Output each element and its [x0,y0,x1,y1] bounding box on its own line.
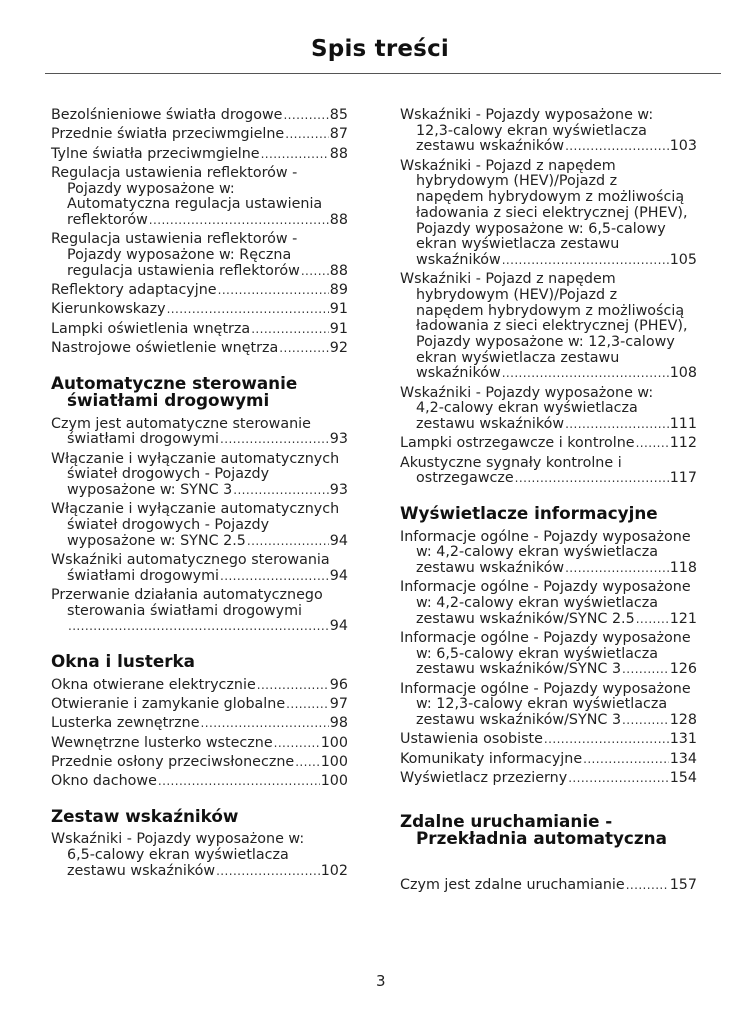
toc-entry-line [400,401,697,417]
toc-entry-line [400,417,697,433]
toc-entry-line [400,253,697,269]
toc-entry-line [51,341,348,357]
leader-dots [167,302,329,318]
toc-page-number: 97 [329,695,348,712]
leader-dots [502,253,669,269]
toc-entry-text: regulacja ustawienia reflektorów [67,262,300,279]
toc-entry[interactable] [51,774,348,790]
toc-entry-line [51,127,348,143]
leader-dots [502,366,669,382]
toc-page-number: 85 [329,107,348,123]
toc-page-number: 96 [329,676,348,693]
toc-page-number: 112 [669,435,697,452]
toc-page-number: 134 [669,750,697,767]
toc-entry-line [51,716,348,732]
toc-entry[interactable] [400,631,697,678]
toc-entry[interactable] [51,716,348,732]
leader-dots [218,283,329,299]
toc-entry-text: Otwieranie i zamykanie globalne [51,695,286,712]
toc-entry-text: Wskaźniki - Pojazd z napędem [400,271,616,288]
toc-entry-line [51,166,348,182]
toc-entry-text: Lusterka zewnętrzne [51,715,200,732]
toc-entry-line [400,304,697,320]
toc-entry-text: Przerwanie działania automatycznego [51,587,323,603]
section-heading-line: Automatyczne sterowanie [51,372,298,393]
toc-entry-line [400,662,697,678]
toc-entry-line [51,182,348,198]
toc-entry-text: Nastrojowe oświetlenie wnętrza [51,339,279,356]
toc-entry-line [400,561,697,577]
toc-entry[interactable] [51,736,348,752]
toc-entry-text: Pojazdy wyposażone w: [67,180,235,197]
toc-page-number: 105 [669,251,697,268]
toc-entry-text: Regulacja ustawienia reflektorów - [51,164,298,181]
toc-entry[interactable] [400,272,697,382]
toc-entry[interactable] [51,832,348,879]
toc-entry-text: Ustawienia osobiste [400,731,543,748]
toc-entry-line [400,878,697,894]
toc-entry-text: ładowania z sieci elektrycznej (PHEV), [416,318,688,335]
toc-entry-line [51,108,348,124]
section-heading-line: Zestaw wskaźników [51,805,239,826]
leader-dots [626,878,669,894]
toc-entry-text: Informacje ogólne - Pojazdy wyposażone [400,680,691,697]
toc-page-number: 100 [320,734,348,751]
toc-entry-line [51,417,348,433]
toc-column-right [400,108,697,897]
toc-entry-text: Włączanie i wyłączanie automatycznych [51,450,340,467]
toc-entry-line [51,678,348,694]
toc-entry-text: Okna otwierane elektrycznie [51,676,256,693]
toc-page-number: 94 [329,618,348,635]
toc-entry-line [400,386,697,402]
leader-dots [251,322,329,338]
toc-entry-text: Wskaźniki automatycznego sterowania [51,552,330,568]
toc-entry-line [400,159,697,175]
leader-dots [544,732,669,748]
toc-entry-line [400,647,697,663]
toc-entry-text: Komunikaty informacyjne [400,750,583,767]
toc-entry-line [51,518,348,534]
toc-entry-text: światłami drogowymi [67,567,220,584]
leader-dots [622,713,669,729]
toc-entry[interactable] [51,588,348,635]
toc-entry-text: hybrydowym (HEV)/Pojazd z [416,286,618,303]
toc-entry-line [51,248,348,264]
toc-entry[interactable] [51,341,348,357]
toc-page-number: 87 [329,126,348,143]
toc-entry-line [400,190,697,206]
toc-page-number: 128 [669,712,697,729]
toc-entry-line [400,732,697,748]
toc-entry-line [400,545,697,561]
toc-entry-line [400,771,697,787]
toc-entry-line [400,456,697,472]
toc-page-number: 103 [669,138,697,155]
toc-entry-text: hybrydowym (HEV)/Pojazd z [416,173,618,190]
leader-dots [247,534,329,550]
page-number: 3 [376,972,386,990]
leader-dots [583,752,669,768]
toc-entry-text: Bezolśnieniowe światła drogowe [51,107,283,123]
toc-entry[interactable] [51,755,348,771]
toc-page-number: 117 [669,470,697,487]
toc-entry-text: zestawu wskaźników/SYNC 3 [416,661,622,678]
toc-entry-line [400,288,697,304]
toc-entry[interactable] [400,682,697,729]
toc-entry-text: w: 6,5-calowy ekran wyświetlacza [416,645,659,662]
toc-entry-line [51,848,348,864]
toc-page-number: 100 [320,773,348,790]
toc-entry-line [400,436,697,452]
leader-dots [68,619,329,635]
toc-entry-text: Wskaźniki - Pojazdy wyposażone w: [400,384,654,401]
toc-entry-line [400,272,697,288]
section-heading-line: Zdalne uruchamianie - [400,810,613,831]
toc-entry-text: w: 4,2-calowy ekran wyświetlacza [416,544,659,561]
toc-entry-text: Automatyczna regulacja ustawienia [67,196,323,213]
toc-entry-line [51,619,348,635]
toc-entry-text: 4,2-calowy ekran wyświetlacza [416,400,638,417]
toc-entry-text: Przednie osłony przeciwsłoneczne [51,753,295,770]
toc-entry[interactable] [400,580,697,627]
toc-entry-text: Kierunkowskazy [51,301,166,318]
toc-entry-line [51,534,348,550]
toc-entry-line [400,206,697,222]
leader-dots [295,755,320,771]
toc-entry-text: Informacje ogólne - Pojazdy wyposażone [400,579,691,596]
toc-entry-line [400,139,697,155]
section-heading [51,372,348,411]
toc-entry-line [51,283,348,299]
toc-entry[interactable] [51,302,348,318]
toc-entry-text: Informacje ogólne - Pojazdy wyposażone [400,528,691,545]
toc-page-number: 100 [320,753,348,770]
leader-dots [216,864,320,880]
toc-entry-text: w: 12,3-calowy ekran wyświetlacza [416,696,668,713]
section-heading-line: Przekładnia automatyczna [416,828,667,849]
toc-entry-text: świateł drogowych - Pojazdy [67,517,270,533]
toc-entry-text: Włączanie i wyłączanie automatycznych [51,501,340,518]
page-title: Spis treści [311,36,449,62]
toc-entry[interactable] [51,147,348,163]
toc-entry-line [400,351,697,367]
leader-dots [274,736,320,752]
toc-entry-line [51,432,348,448]
toc-entry-text: Wskaźniki - Pojazdy wyposażone w: [51,831,305,848]
toc-page-number: 131 [669,731,697,748]
toc-entry-line [400,596,697,612]
toc-entry[interactable] [400,386,697,433]
toc-page-number: 93 [329,482,348,498]
leader-dots [636,612,669,628]
toc-page-number: 102 [320,862,348,879]
toc-entry[interactable] [400,108,697,155]
toc-entry-text: Czym jest zdalne uruchamianie [400,876,625,893]
toc-page-number: 88 [329,145,348,162]
leader-dots [636,436,669,452]
toc-entry[interactable] [51,127,348,143]
section-heading [400,505,697,523]
toc-entry-line [51,213,348,229]
leader-dots [283,108,328,124]
toc-entry[interactable] [400,771,697,787]
leader-dots [279,341,329,357]
toc-entry[interactable] [51,232,348,279]
toc-column-left [51,108,348,883]
toc-entry-line [51,264,348,280]
toc-entry-line [400,752,697,768]
toc-entry-line [400,612,697,628]
toc-entry-line [51,697,348,713]
toc-page-number: 108 [669,365,697,382]
toc-entry-text: Reflektory adaptacyjne [51,282,217,298]
toc-entry-text: światłami drogowymi [67,431,220,448]
toc-entry-text: reflektorów [67,212,148,228]
toc-entry[interactable] [400,436,697,452]
toc-entry-line [400,530,697,546]
leader-dots [149,213,329,229]
toc-entry[interactable] [51,452,348,499]
toc-entry[interactable] [400,878,697,894]
toc-page-number: 121 [669,610,697,627]
toc-entry-line [51,755,348,771]
toc-page-number: 154 [669,770,697,787]
section-heading-line: światłami drogowymi [67,390,270,411]
toc-page-number: 111 [669,416,697,433]
toc-entry-text: Informacje ogólne - Pojazdy wyposażone [400,630,691,647]
leader-dots [201,716,329,732]
toc-entry[interactable] [400,456,697,487]
toc-page-number: 126 [669,661,697,678]
toc-page-number: 88 [329,212,348,228]
toc-entry-text: ładowania z sieci elektrycznej (PHEV), [416,204,688,221]
toc-entry-line [400,580,697,596]
toc-entry[interactable] [51,166,348,229]
leader-dots [301,264,329,280]
toc-entry-line [51,467,348,483]
toc-entry-text: Okno dachowe [51,773,157,790]
toc-entry-text: świateł drogowych - Pojazdy [67,466,270,483]
toc-entry-text: Wewnętrzne lusterko wsteczne [51,734,273,751]
toc-entry[interactable] [51,678,348,694]
toc-entry-line [400,366,697,382]
toc-entry-line [400,631,697,647]
toc-entry-text: sterowania światłami drogowymi [67,602,302,619]
toc-entry-text: Tylne światła przeciwmgielne [51,145,260,162]
section-heading [51,653,348,671]
toc-entry-line [51,452,348,468]
toc-entry-text: zestawu wskaźników [67,862,216,879]
toc-entry[interactable] [51,553,348,584]
toc-entry-line [51,147,348,163]
toc-entry[interactable] [51,502,348,549]
leader-dots [220,432,329,448]
toc-entry-text: zestawu wskaźników/SYNC 2.5 [416,610,635,627]
toc-entry-line [400,471,697,487]
toc-page-number: 91 [329,320,348,337]
leader-dots [568,771,669,787]
toc-entry-text: 12,3-calowy ekran wyświetlacza [416,122,647,139]
leader-dots [233,483,329,499]
toc-entry-text: Akustyczne sygnały kontrolne i [400,454,622,471]
toc-entry-text: napędem hybrydowym z możliwością [416,189,685,206]
toc-page-number: 118 [669,560,697,577]
leader-dots [286,697,329,713]
toc-entry-text: ostrzegawcze [416,470,514,487]
toc-entry-text: Wyświetlacz przezierny [400,770,568,787]
title-divider [45,73,721,74]
toc-entry[interactable] [51,697,348,713]
toc-entry-line [51,736,348,752]
toc-entry-line [400,335,697,351]
toc-page-number: 94 [329,532,348,549]
toc-entry-line [51,588,348,604]
toc-entry-line [400,682,697,698]
leader-dots [565,561,669,577]
toc-entry-text: Pojazdy wyposażone w: 12,3-calowy [416,334,675,351]
section-heading-line: Wyświetlacze informacyjne [400,503,658,524]
toc-entry-text: zestawu wskaźników [416,416,565,433]
leader-dots [622,662,669,678]
toc-entry-line [51,502,348,518]
toc-entry[interactable] [51,417,348,448]
toc-entry[interactable] [51,322,348,338]
toc-entry[interactable] [400,732,697,748]
toc-entry-text: Pojazdy wyposażone w: Ręczna [67,247,292,263]
toc-entry-line [400,108,697,124]
toc-page-number: 93 [329,431,348,448]
leader-dots [158,774,320,790]
leader-dots [220,569,329,585]
toc-entry-text: 6,5-calowy ekran wyświetlacza [67,847,289,863]
toc-entry-line [51,604,348,620]
toc-entry-text: wyposażone w: SYNC 2.5 [67,532,246,549]
toc-entry-line [400,124,697,140]
toc-entry-text: zestawu wskaźników [416,560,565,577]
section-heading [400,810,697,849]
leader-dots [515,471,669,487]
toc-page-number: 92 [329,339,348,356]
toc-entry-text: Pojazdy wyposażone w: 6,5-calowy [416,220,666,237]
toc-entry-text: Regulacja ustawienia reflektorów - [51,231,298,248]
toc-entry-line [51,232,348,248]
toc-entry-line [51,302,348,318]
toc-entry-line [400,697,697,713]
toc-entry[interactable] [400,530,697,577]
toc-entry-text: wyposażone w: SYNC 3 [67,482,233,498]
leader-dots [261,147,329,163]
toc-page-number: 88 [329,262,348,279]
toc-entry-text: wskaźników [416,365,501,382]
toc-entry-line [51,774,348,790]
toc-entry-line [51,864,348,880]
toc-entry[interactable] [400,752,697,768]
toc-entry-text: Czym jest automatyczne sterowanie [51,415,311,432]
toc-entry-line [51,197,348,213]
toc-entry-line [400,319,697,335]
toc-entry-text: w: 4,2-calowy ekran wyświetlacza [416,595,659,612]
toc-entry-text: Wskaźniki - Pojazd z napędem [400,157,616,174]
toc-entry-line [51,322,348,338]
toc-page-number: 98 [329,715,348,732]
toc-entry[interactable] [400,159,697,269]
toc-page-number: 91 [329,301,348,318]
toc-entry-text: Lampki ostrzegawcze i kontrolne [400,435,635,452]
leader-dots [565,417,669,433]
toc-entry[interactable] [51,108,348,124]
toc-entry-line [51,569,348,585]
toc-entry-text: napędem hybrydowym z możliwością [416,302,685,319]
toc-entry-line [400,713,697,729]
toc-entry-line [400,222,697,238]
toc-entry-line [51,483,348,499]
leader-dots [257,678,329,694]
toc-entry-text: Lampki oświetlenia wnętrza [51,320,251,337]
section-heading [51,805,348,826]
section-heading-line: Okna i lusterka [51,651,195,672]
toc-entry-text: ekran wyświetlacza zestawu [416,236,620,253]
toc-entry-line [400,237,697,253]
toc-entry-text: wskaźników [416,251,501,268]
toc-page-number: 157 [669,876,697,893]
toc-entry-text: zestawu wskaźników [416,138,565,155]
toc-entry-text: Przednie światła przeciwmgielne [51,126,285,143]
toc-entry-text: zestawu wskaźników/SYNC 3 [416,712,622,729]
leader-dots [285,127,329,143]
toc-entry[interactable] [51,283,348,299]
toc-page-number: 89 [329,282,348,298]
toc-entry-line [51,553,348,569]
toc-page-number: 94 [329,567,348,584]
toc-entry-text: ekran wyświetlacza zestawu [416,349,620,366]
toc-entry-text: Wskaźniki - Pojazdy wyposażone w: [400,107,654,123]
toc-entry-line [400,174,697,190]
leader-dots [565,139,669,155]
toc-entry-line [51,832,348,848]
